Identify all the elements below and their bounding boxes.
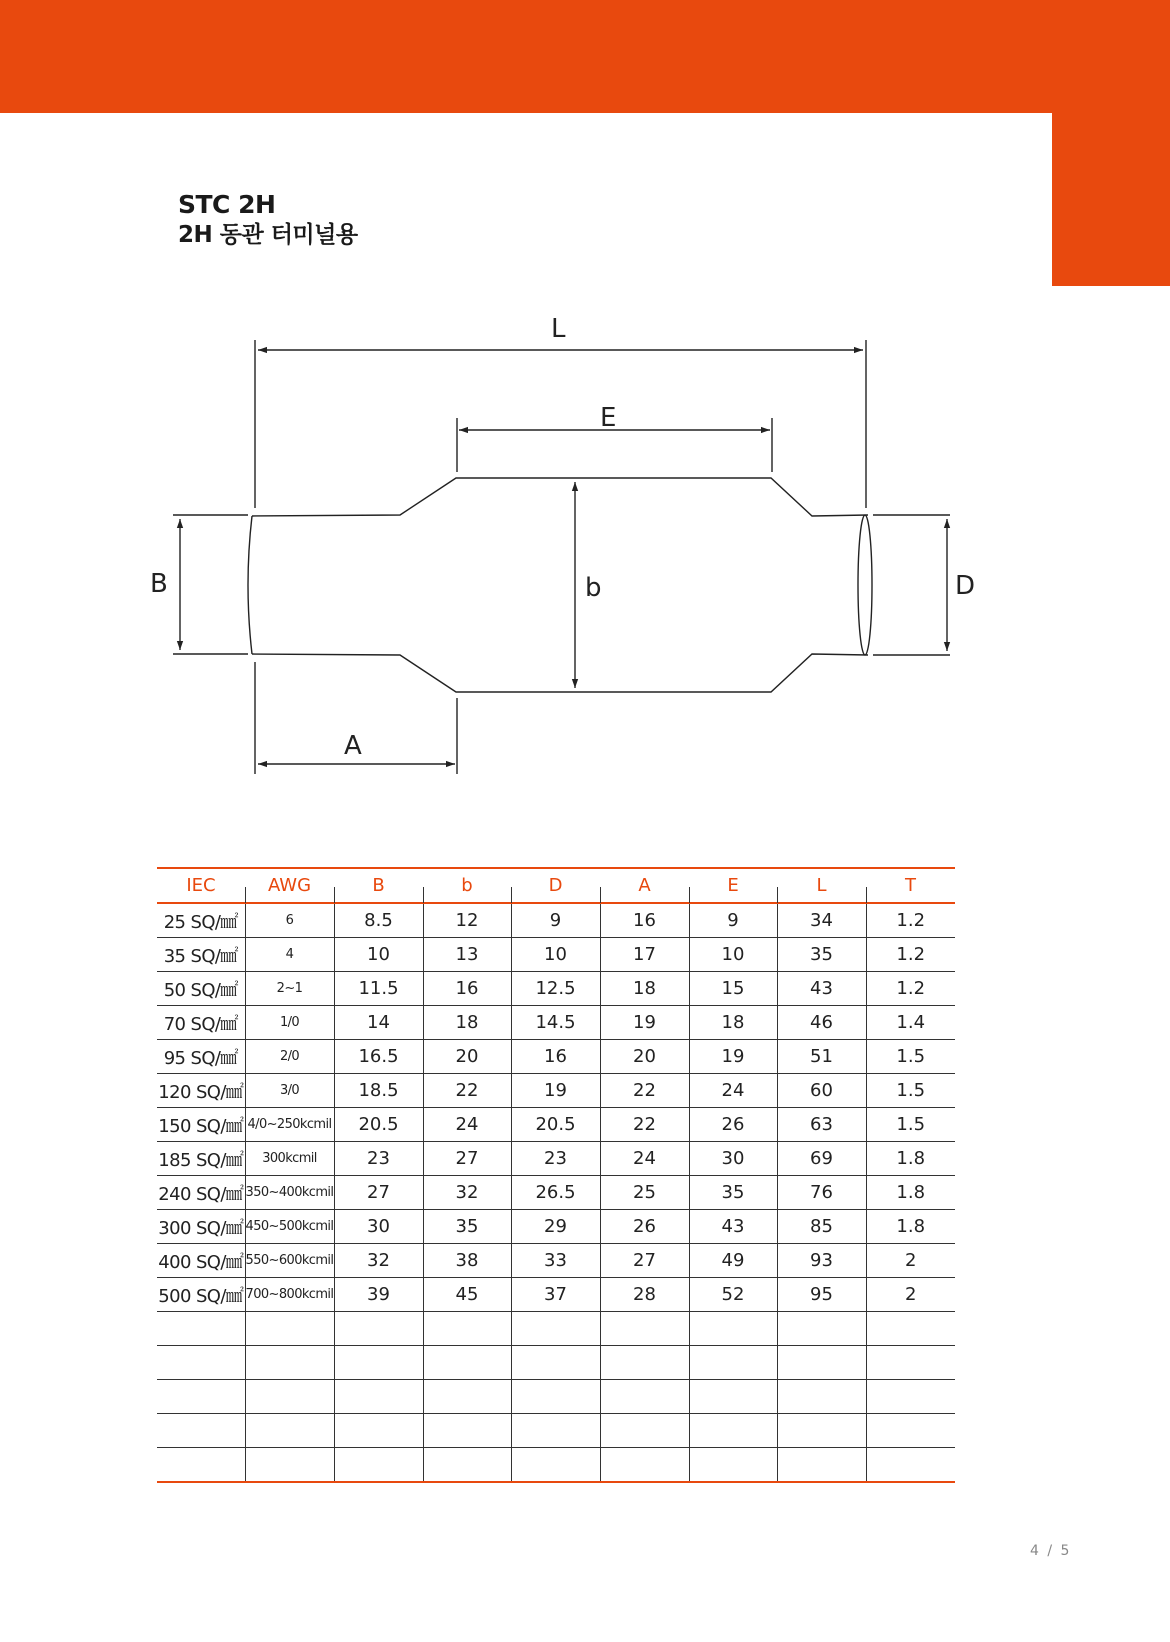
- table-cell: 2/0: [245, 1040, 334, 1074]
- table-cell: [777, 1380, 866, 1414]
- table-cell: [334, 1312, 423, 1346]
- page-number: 4 / 5: [1030, 1543, 1072, 1559]
- table-row: [157, 1040, 955, 1074]
- table-cell: [423, 1312, 511, 1346]
- table-cell: 450~500kcmil: [245, 1210, 334, 1244]
- table-cell: 24: [689, 1074, 777, 1108]
- table-cell: 19: [600, 1006, 689, 1040]
- table-cell: 29: [511, 1210, 600, 1244]
- column-header: D: [511, 868, 600, 903]
- table-cell: [511, 1380, 600, 1414]
- table-cell: [423, 1414, 511, 1448]
- table-cell: 26.5: [511, 1176, 600, 1210]
- dim-label-A: A: [344, 731, 362, 761]
- column-header: A: [600, 868, 689, 903]
- table-cell: 10: [334, 938, 423, 972]
- table-cell: 19: [511, 1074, 600, 1108]
- table-cell: 35: [423, 1210, 511, 1244]
- table-cell: [866, 1380, 955, 1414]
- table-cell: 120 SQ/㎟: [157, 1074, 245, 1108]
- table-cell: 11.5: [334, 972, 423, 1006]
- table-cell: 51: [777, 1040, 866, 1074]
- table-cell: [157, 1380, 245, 1414]
- table-row: [157, 1176, 955, 1210]
- table-cell: [245, 1346, 334, 1380]
- table-cell: 24: [600, 1142, 689, 1176]
- terminal-dimension-diagram: [0, 0, 1170, 820]
- terminal-outline-top: [252, 478, 868, 516]
- table-cell: 69: [777, 1142, 866, 1176]
- table-cell: 52: [689, 1278, 777, 1312]
- table-cell: 8.5: [334, 903, 423, 938]
- column-header: E: [689, 868, 777, 903]
- table-cell: 85: [777, 1210, 866, 1244]
- table-cell: 150 SQ/㎟: [157, 1108, 245, 1142]
- table-cell: [511, 1312, 600, 1346]
- table-row: [157, 1108, 955, 1142]
- table-cell: [866, 1312, 955, 1346]
- table-cell: [423, 1448, 511, 1483]
- table-cell: [866, 1448, 955, 1483]
- table-cell: 4: [245, 938, 334, 972]
- table-cell: 12: [423, 903, 511, 938]
- table-cell: [423, 1380, 511, 1414]
- table-cell: 1.4: [866, 1006, 955, 1040]
- table-cell: 15: [689, 972, 777, 1006]
- table-cell: [689, 1448, 777, 1483]
- table-cell: 10: [689, 938, 777, 972]
- table-cell: 500 SQ/㎟: [157, 1278, 245, 1312]
- table-cell: 1.8: [866, 1142, 955, 1176]
- table-cell: 1.5: [866, 1074, 955, 1108]
- table-cell: 34: [777, 903, 866, 938]
- table-cell: [157, 1414, 245, 1448]
- table-cell: [777, 1346, 866, 1380]
- table-cell: [866, 1414, 955, 1448]
- table-header-row: [157, 868, 955, 903]
- table-cell: 300kcmil: [245, 1142, 334, 1176]
- table-cell: 33: [511, 1244, 600, 1278]
- table-body: [157, 903, 955, 1482]
- table-cell: 26: [689, 1108, 777, 1142]
- terminal-left-end: [248, 516, 252, 654]
- product-subtitle: 2H 동관 터미널용: [178, 222, 358, 248]
- table-cell: 38: [423, 1244, 511, 1278]
- table-row: [157, 1210, 955, 1244]
- column-header: T: [866, 868, 955, 903]
- table-row: [157, 1346, 955, 1380]
- table-cell: [157, 1448, 245, 1483]
- column-header: b: [423, 868, 511, 903]
- table-cell: 35: [689, 1176, 777, 1210]
- table-cell: 50 SQ/㎟: [157, 972, 245, 1006]
- table-cell: 16: [511, 1040, 600, 1074]
- column-header: L: [777, 868, 866, 903]
- dim-label-L: L: [551, 314, 566, 344]
- table-cell: 60: [777, 1074, 866, 1108]
- table-cell: [334, 1448, 423, 1483]
- table-cell: 2: [866, 1278, 955, 1312]
- table-cell: 27: [334, 1176, 423, 1210]
- table-cell: 25 SQ/㎟: [157, 903, 245, 938]
- column-header: IEC: [157, 868, 245, 903]
- table-cell: 76: [777, 1176, 866, 1210]
- table-cell: 350~400kcmil: [245, 1176, 334, 1210]
- table-row: [157, 1380, 955, 1414]
- terminal-right-end: [858, 515, 872, 655]
- table-row: [157, 1278, 955, 1312]
- table-cell: 1.2: [866, 903, 955, 938]
- table-cell: 28: [600, 1278, 689, 1312]
- product-model: STC 2H: [178, 190, 276, 219]
- table-cell: 43: [777, 972, 866, 1006]
- table-cell: [334, 1346, 423, 1380]
- table-cell: 24: [423, 1108, 511, 1142]
- table-cell: 26: [600, 1210, 689, 1244]
- table-cell: 20.5: [334, 1108, 423, 1142]
- table-cell: 32: [334, 1244, 423, 1278]
- table-cell: [777, 1414, 866, 1448]
- table-cell: 23: [511, 1142, 600, 1176]
- table-cell: 1.8: [866, 1176, 955, 1210]
- table-cell: 300 SQ/㎟: [157, 1210, 245, 1244]
- dim-label-B: B: [150, 569, 168, 599]
- table-cell: [689, 1346, 777, 1380]
- table-cell: 18.5: [334, 1074, 423, 1108]
- table-cell: 93: [777, 1244, 866, 1278]
- table-cell: 22: [600, 1108, 689, 1142]
- table-cell: 27: [423, 1142, 511, 1176]
- table-cell: 27: [600, 1244, 689, 1278]
- table-cell: 43: [689, 1210, 777, 1244]
- table-cell: 20: [423, 1040, 511, 1074]
- table-cell: 18: [600, 972, 689, 1006]
- table-cell: 46: [777, 1006, 866, 1040]
- table-cell: [511, 1448, 600, 1483]
- terminal-outline-bottom: [252, 654, 868, 692]
- table-cell: 2: [866, 1244, 955, 1278]
- table-cell: 16: [423, 972, 511, 1006]
- table-cell: [245, 1414, 334, 1448]
- table-cell: 20: [600, 1040, 689, 1074]
- table-cell: [600, 1346, 689, 1380]
- table-cell: 35 SQ/㎟: [157, 938, 245, 972]
- table-cell: 9: [511, 903, 600, 938]
- table-cell: 95 SQ/㎟: [157, 1040, 245, 1074]
- table-row: [157, 972, 955, 1006]
- table-row: [157, 1448, 955, 1483]
- table-row: [157, 1414, 955, 1448]
- specification-table: [157, 867, 955, 1483]
- table-cell: 16.5: [334, 1040, 423, 1074]
- table-cell: [157, 1346, 245, 1380]
- table-cell: 18: [423, 1006, 511, 1040]
- table-cell: 1.2: [866, 938, 955, 972]
- table-cell: 4/0~250kcmil: [245, 1108, 334, 1142]
- table-cell: 550~600kcmil: [245, 1244, 334, 1278]
- table-cell: 32: [423, 1176, 511, 1210]
- table-cell: 22: [600, 1074, 689, 1108]
- table-cell: [866, 1346, 955, 1380]
- dim-label-b: b: [585, 573, 602, 603]
- table-cell: 22: [423, 1074, 511, 1108]
- table-cell: 400 SQ/㎟: [157, 1244, 245, 1278]
- table-row: [157, 1142, 955, 1176]
- table-cell: 3/0: [245, 1074, 334, 1108]
- table-cell: [334, 1380, 423, 1414]
- table-cell: 2~1: [245, 972, 334, 1006]
- table-cell: 9: [689, 903, 777, 938]
- table-cell: 95: [777, 1278, 866, 1312]
- table-cell: 1.5: [866, 1108, 955, 1142]
- table-row: [157, 903, 955, 938]
- table-cell: [600, 1312, 689, 1346]
- table-cell: 63: [777, 1108, 866, 1142]
- table-row: [157, 1244, 955, 1278]
- table-row: [157, 1312, 955, 1346]
- table-cell: 1.8: [866, 1210, 955, 1244]
- table-cell: 23: [334, 1142, 423, 1176]
- table-cell: 35: [777, 938, 866, 972]
- table-cell: 1/0: [245, 1006, 334, 1040]
- table-cell: [689, 1312, 777, 1346]
- table-cell: [689, 1380, 777, 1414]
- table-cell: 10: [511, 938, 600, 972]
- table-cell: [777, 1312, 866, 1346]
- table-cell: [245, 1312, 334, 1346]
- table-cell: 30: [689, 1142, 777, 1176]
- table-cell: 19: [689, 1040, 777, 1074]
- table-cell: 49: [689, 1244, 777, 1278]
- table-cell: [511, 1414, 600, 1448]
- table-cell: [600, 1448, 689, 1483]
- table-cell: 1.2: [866, 972, 955, 1006]
- dim-label-D: D: [955, 571, 976, 601]
- table-cell: 13: [423, 938, 511, 972]
- table-cell: 30: [334, 1210, 423, 1244]
- table-cell: [334, 1414, 423, 1448]
- table-cell: 20.5: [511, 1108, 600, 1142]
- column-header: AWG: [245, 868, 334, 903]
- table-cell: 700~800kcmil: [245, 1278, 334, 1312]
- table-cell: 70 SQ/㎟: [157, 1006, 245, 1040]
- table-cell: 240 SQ/㎟: [157, 1176, 245, 1210]
- table-cell: [777, 1448, 866, 1483]
- table-cell: 45: [423, 1278, 511, 1312]
- table-cell: [600, 1414, 689, 1448]
- column-header: B: [334, 868, 423, 903]
- table-row: [157, 1074, 955, 1108]
- table-cell: [689, 1414, 777, 1448]
- table-cell: [245, 1380, 334, 1414]
- table-cell: 16: [600, 903, 689, 938]
- table-cell: 37: [511, 1278, 600, 1312]
- table-cell: 17: [600, 938, 689, 972]
- table-cell: 14.5: [511, 1006, 600, 1040]
- table-cell: [245, 1448, 334, 1483]
- table-cell: 12.5: [511, 972, 600, 1006]
- table-cell: [511, 1346, 600, 1380]
- table-cell: 25: [600, 1176, 689, 1210]
- table-cell: 6: [245, 903, 334, 938]
- table-cell: 14: [334, 1006, 423, 1040]
- table-cell: 185 SQ/㎟: [157, 1142, 245, 1176]
- table-cell: [423, 1346, 511, 1380]
- table-cell: 39: [334, 1278, 423, 1312]
- table-cell: 1.5: [866, 1040, 955, 1074]
- table-cell: [600, 1380, 689, 1414]
- table-cell: 18: [689, 1006, 777, 1040]
- table-row: [157, 938, 955, 972]
- table-row: [157, 1006, 955, 1040]
- dim-label-E: E: [600, 403, 617, 433]
- table-cell: [157, 1312, 245, 1346]
